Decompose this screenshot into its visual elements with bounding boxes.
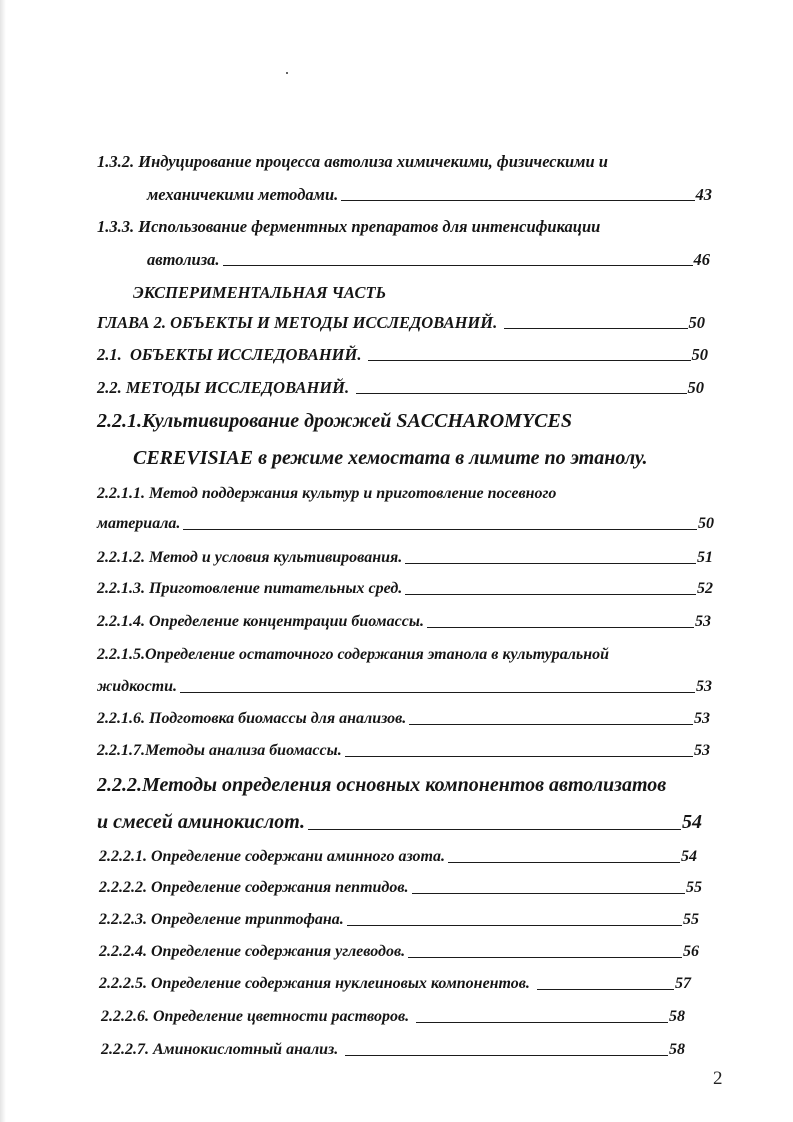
toc-page-number: 55	[686, 879, 702, 896]
toc-entry-text: 2.1. ОБЪЕКТЫ ИССЛЕДОВАНИЙ.	[97, 345, 362, 364]
toc-page-number: 43	[695, 185, 712, 204]
dot-leader	[345, 756, 693, 757]
dot-leader	[347, 925, 682, 926]
toc-entry	[99, 942, 699, 962]
toc-entry-major	[97, 772, 666, 798]
dot-leader	[412, 893, 686, 894]
toc-entry-text: 2.2.1.3. Приготовление питательных сред.	[97, 580, 403, 597]
toc-page-number: 51	[697, 549, 713, 566]
toc-entry	[97, 152, 608, 172]
dot-leader	[408, 957, 682, 958]
toc-page-number: 57	[675, 975, 691, 992]
toc-page-number: 56	[683, 943, 699, 960]
toc-entry-text: 2.2.1.6. Подготовка биомассы для анализов.	[97, 710, 407, 727]
toc-entry	[97, 645, 609, 665]
toc-entry-text: материала.	[97, 515, 181, 532]
scan-speck	[286, 72, 288, 74]
toc-page-number: 53	[696, 678, 712, 695]
dot-leader	[405, 563, 696, 564]
toc-entry	[97, 217, 600, 237]
toc-page-number: 50	[691, 345, 708, 364]
dot-leader	[341, 200, 694, 201]
toc-entry-major	[97, 809, 702, 835]
toc-entry-text: 2.2.2.7. Аминокислотный анализ.	[101, 1041, 339, 1058]
scan-edge	[0, 0, 6, 1122]
toc-entry-text: ГЛАВА 2. ОБЪЕКТЫ И МЕТОДЫ ИССЛЕДОВАНИЙ.	[97, 313, 498, 332]
toc-page-number: 53	[695, 613, 711, 630]
toc-entry-text: 2.2. МЕТОДЫ ИССЛЕДОВАНИЙ.	[97, 378, 350, 397]
toc-entry-text: 2.2.1.4. Определение концентрации биомассы.	[97, 613, 424, 630]
toc-entry-text: жидкости.	[97, 678, 178, 695]
toc-entry	[97, 579, 713, 599]
dot-leader	[368, 360, 690, 361]
dot-leader	[183, 529, 697, 530]
toc-entry	[97, 313, 705, 333]
toc-entry	[97, 677, 712, 697]
toc-page-number: 54	[681, 848, 697, 865]
toc-page-number: 52	[697, 580, 713, 597]
toc-entry-text: CEREVISIAE в режиме хемостата в лимите по этанолу.	[133, 447, 648, 469]
dot-leader	[504, 328, 687, 329]
toc-entry	[97, 741, 710, 761]
toc-entry-text: 2.2.2.1. Определение содержани аминного азота.	[99, 848, 445, 865]
toc-entry	[147, 250, 710, 270]
section-heading	[133, 283, 386, 303]
toc-entry-text: 1.3.2. Индуцирование процесса автолиза химичекими, физическими и	[97, 152, 608, 171]
toc-page-number: 53	[694, 742, 710, 759]
toc-entry-text: 2.2.2.3. Определение триптофана.	[99, 911, 344, 928]
toc-entry	[97, 378, 704, 398]
dot-leader	[405, 594, 696, 595]
toc-page-number: 58	[669, 1008, 685, 1025]
dot-leader	[537, 989, 674, 990]
toc-entry	[97, 484, 556, 504]
toc-page-number: 50	[688, 313, 705, 332]
toc-entry	[101, 1007, 685, 1027]
toc-entry-text: и смесей аминокислот.	[97, 811, 306, 833]
dot-leader	[180, 692, 695, 693]
toc-entry-text: 2.2.2.5. Определение содержания нуклеиновых компонентов.	[99, 975, 530, 992]
toc-entry	[99, 974, 691, 994]
toc-page-number: 50	[687, 378, 704, 397]
toc-entry	[97, 345, 708, 365]
toc-page-number: 53	[694, 710, 710, 727]
toc-entry-major	[133, 445, 647, 471]
toc-entry	[99, 878, 702, 898]
toc-entry-text: 2.2.1.7.Методы анализа биомассы.	[97, 742, 342, 759]
toc-entry-text: 2.2.1.Культивирование дрожжей SACCHAROMYCES	[97, 410, 572, 432]
toc-page-number: 50	[698, 515, 714, 532]
toc-page-number: 58	[669, 1041, 685, 1058]
toc-entry	[101, 1040, 685, 1060]
dot-leader	[356, 393, 686, 394]
toc-page-number: 55	[683, 911, 699, 928]
dot-leader	[223, 265, 693, 266]
toc-entry-text: 2.2.1.1. Метод поддержания культур и приготовление посевного	[97, 485, 557, 502]
toc-entry-major	[97, 408, 572, 434]
toc-entry	[99, 910, 699, 930]
toc-entry-text: 2.2.2.4. Определение содержания углеводов.	[99, 943, 406, 960]
dot-leader	[308, 829, 681, 830]
toc-entry	[97, 548, 713, 568]
dot-leader	[427, 627, 694, 628]
toc-entry-text: автолиза.	[147, 250, 220, 269]
toc-entry-text: механичекими методами.	[147, 185, 339, 204]
toc-entry-text: 2.2.1.5.Определение остаточного содержания этанола в культуральной	[97, 646, 609, 663]
toc-page-number: 54	[682, 811, 702, 833]
dot-leader	[345, 1055, 668, 1056]
toc-entry-text: 2.2.2.Методы определения основных компонентов автолизатов	[97, 774, 667, 796]
toc-entry	[97, 514, 714, 534]
toc-entry-text: 2.2.2.2. Определение содержания пептидов.	[99, 879, 409, 896]
toc-entry-text: 2.2.2.6. Определение цветности растворов.	[101, 1008, 410, 1025]
toc-entry	[97, 709, 710, 729]
toc-entry-text: 1.3.3. Использование ферментных препаратов для интенсификации	[97, 217, 601, 236]
dot-leader	[409, 724, 693, 725]
section-heading-text: ЭКСПЕРИМЕНТАЛЬНАЯ ЧАСТЬ	[133, 283, 387, 302]
toc-entry	[99, 847, 697, 867]
toc-entry-text: 2.2.1.2. Метод и условия культивирования.	[97, 549, 403, 566]
page-number: 2	[713, 1068, 723, 1089]
toc-page-number: 46	[693, 250, 710, 269]
dot-leader	[416, 1022, 668, 1023]
toc-entry	[147, 185, 712, 205]
dot-leader	[448, 862, 680, 863]
toc-entry	[97, 612, 711, 632]
